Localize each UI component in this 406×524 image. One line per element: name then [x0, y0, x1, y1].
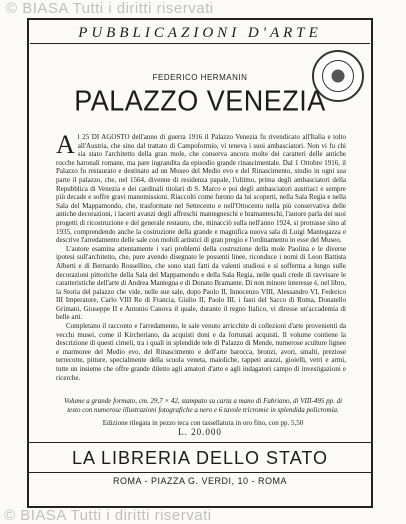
watermark-bottom: © BIASA Tutti i diritti riservati [4, 507, 212, 524]
publisher-rule-bottom [27, 472, 373, 473]
paragraph-2: L'autore esamina attentamente i vari problemi della costruzione della mole Paolina e le diverse ipotesi sull'architetto, che, pure avendo disegnato le possenti linee, riconduce i nomi di Leon Battista Alberti e di Bernardo Rossellino, che sono stati fatti da valenti studiosi e si sofferma a lungo sulle decorazioni pittoriche della Sala del Mappamondo e della Sala Regia, nelle quali crede di ravvisare le caratteristiche dell'arte di Andrea Mantegna e di Donato Bramante. Di non minore interesse è, nel libro, la Storia del palazzo che vide, nelle sue sale, dopo Paolo II, Innocenzo VIII, Alessandro VI, Federico III Imperatore, Carlo VIII Re di Francia, Giulio II, Paolo III, i fasti del Sacco di Roma, Donatello Grimani, Giuseppe II e Antonio Canova il quale, durante il regno Italico, vi diresse un'accademia di belle arti. [56, 244, 346, 322]
paragraph-3: Completano il racconto e l'arredamento, le sale venuto arricchite di collezioni d'arte provenienti da vecchi musei, come il Kircheriano, da acquisti doni e da fortunati acquisti. Il volume contiene la descrizione di questi cimeli, tra i quali in splendide tele di Palazzo di Mende, numerose sculture lignee e marmoree del Medio evo, del Rinascimento e dell'arte barocca, bronzi, avori, smalti, preziose terrecotte, pitture, specialmente della scuola veneta, maioliche, tappeti arazzi, gioielli, vetri e armi, tutte un insieme che offre grande diletto agli amatori d'arte e agli indagatori campo di investigazioni e ricerche. [56, 322, 346, 382]
publisher-name: LA LIBRERIA DELLO STATO [71, 448, 329, 468]
book-title: PALAZZO VENEZIA [74, 85, 326, 117]
header-rule [30, 43, 370, 44]
publisher-address: ROMA - PIAZZA G. VERDI, 10 - ROMA [112, 476, 288, 486]
paragraph-1-text: l 25 DI AGOSTO dell'anno di guerra 1916 il Palazzo Venezia fu rivendicato all'Italia e tolto all'Austria, che sino dal trattato di Campoformio, vi teneva i suoi ambasciatori. Non vi fu chi sia stato l'architetto della gran mole, che conserva ancora molte dei caratteri delle antiche rocche baronali romane, ma pare ingrandita da episodio grande rinascimentale. Dal 1 Ottobre 1916, il Palazzo fu restaurato e destinato ad un Museo del Medio evo e del Rinascimento, studio in ogni sua parte il palazzo, che, nel 1564, divenne di residenza papale, l'ultimo, prima degli ambasciatori della Repubblica di Venezia e dei cardinali titolari di S. Marco e poi degli ambasciatori austriaci e sempre più decade e soffre gravi manomissioni. Riaccolti come furono da lui scoperti, nella Sala Regia e nella Sala del Mappamondo, che, trasformate nel Settecento e nell'Ottocento nella più conservativa delle antiche decorazioni, i lacerti avanzi degli affreschi mantegneschi e bramanteschi, l'autore parla dei suoi progetti di ricostruzione e del generale restauro, che, minacciò sulla nell'anno 1924, si protrasse sino al 1935, comprendendo anche la costruzione della grande e magnifica nuova sala di Luigi Mantegazza e descrive l'arredamento delle sale con mobili artistici di gran pregio e l'ordinamento in esse del Museo. [56, 133, 346, 245]
format-details: Volume a grande formato, cm. 29,7 × 42, stampato su carta a mano di Fabriano, di VIII-495 pp. di testo con numerose illustrazioni fotografiche a nero e 6 tavole tricromie in splendida policromia. [63, 397, 343, 414]
edition-details [60, 397, 346, 428]
watermark-top: © BIASA Tutti i diritti riservati [6, 0, 214, 17]
binding-details: Edizione rilegata in pezzo teca con tassellatura in oro fino, con pp. 5,50 [102, 419, 304, 427]
drop-cap: A [56, 130, 75, 159]
publisher-rule-top [27, 442, 373, 443]
publication-header: PUBBLICAZIONI D'ARTE [78, 25, 322, 41]
paragraph-1 [56, 130, 346, 245]
description-text [56, 130, 346, 382]
price: L. 20.000 [178, 427, 222, 437]
author-name: FEDERICO HERMANIN [152, 73, 248, 82]
